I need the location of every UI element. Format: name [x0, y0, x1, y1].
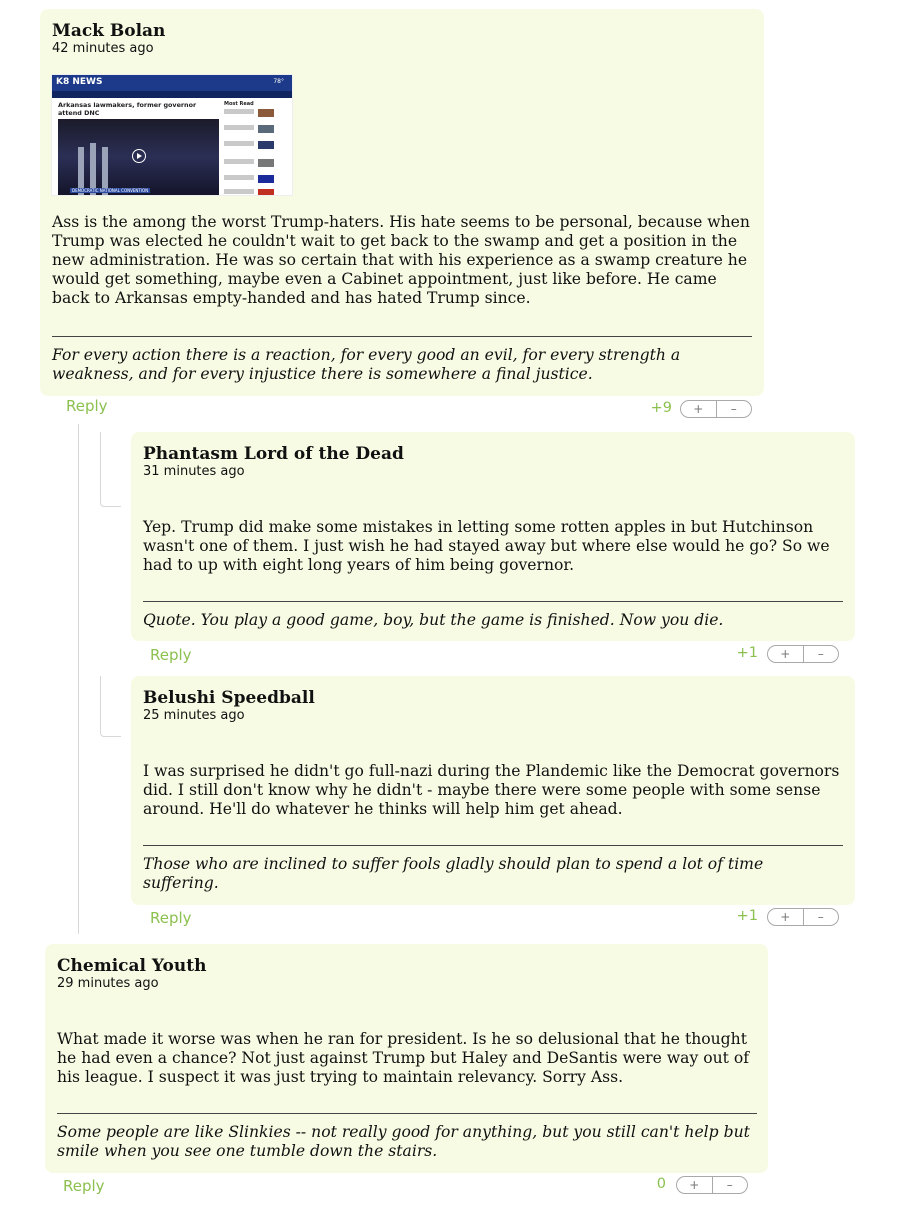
- comment-timestamp[interactable]: 29 minutes ago: [57, 976, 159, 991]
- comment-card: [131, 432, 855, 641]
- downvote-button[interactable]: –: [803, 909, 839, 925]
- news-video: [58, 119, 219, 195]
- comment-card: [45, 944, 768, 1173]
- reply-link[interactable]: Reply: [150, 646, 192, 664]
- comment-body: What made it worse was when he ran for president. Is he so delusional that he thought he had even a chance? Not just against Trump but Haley and DeSantis were way out of his league. I suspect it was just trying to maintain relevancy. Sorry Ass.: [57, 1030, 750, 1086]
- weather-temp: 78°: [273, 78, 284, 85]
- reply-link[interactable]: Reply: [63, 1177, 105, 1195]
- upvote-button[interactable]: +: [689, 1178, 700, 1192]
- comment-author[interactable]: Chemical Youth: [57, 956, 207, 976]
- news-logo: K8 NEWS: [56, 77, 103, 87]
- comment-timestamp[interactable]: 42 minutes ago: [52, 41, 154, 56]
- upvote-button[interactable]: +: [693, 402, 704, 416]
- comment-body: Ass is the among the worst Trump-haters. His hate seems to be personal, because when Trump was elected he couldn't wait to get back to the swamp and get a position in the new administration. He was so certain that with his experience as a swamp creature he would get something, maybe even a Cabinet appointment, just like before. He came back to Arkansas empty-handed and has hated Trump since.: [52, 213, 750, 307]
- thread-elbow: [100, 676, 121, 737]
- comment-author[interactable]: Mack Bolan: [52, 21, 166, 41]
- vote-buttons: [767, 645, 839, 663]
- reply-link[interactable]: Reply: [66, 397, 108, 415]
- comment-author[interactable]: Belushi Speedball: [143, 688, 315, 708]
- downvote-button[interactable]: –: [716, 401, 752, 417]
- comment-body: Yep. Trump did make some mistakes in letting some rotten apples in but Hutchinson wasn't one of them. I just wish he had stayed away but where else would he go? So we had to up with eight long years of him being governor.: [143, 518, 830, 574]
- comment-score: +9: [650, 400, 672, 416]
- comment-timestamp[interactable]: 25 minutes ago: [143, 708, 245, 723]
- vote-buttons: [676, 1176, 748, 1194]
- comment-author[interactable]: Phantasm Lord of the Dead: [143, 444, 404, 464]
- comment-score: +1: [736, 908, 758, 924]
- play-icon: [132, 149, 146, 163]
- upvote-button[interactable]: +: [780, 647, 791, 661]
- comment-timestamp[interactable]: 31 minutes ago: [143, 464, 245, 479]
- vote-buttons: [767, 908, 839, 926]
- downvote-button[interactable]: –: [803, 646, 839, 662]
- news-caption: DEMOCRATIC NATIONAL CONVENTION: [72, 188, 149, 193]
- downvote-button[interactable]: –: [712, 1177, 748, 1193]
- upvote-button[interactable]: +: [780, 910, 791, 924]
- news-nav: [52, 91, 292, 98]
- news-most-read: Most Read: [224, 101, 254, 107]
- news-header: [52, 75, 292, 91]
- comment-score: +1: [736, 645, 758, 661]
- thread-elbow: [100, 432, 121, 507]
- comment-signature: Quote. You play a good game, boy, but the game is finished. Now you die.: [143, 611, 724, 629]
- comment-score: 0: [656, 1176, 666, 1192]
- thread-line: [78, 424, 79, 934]
- comment-body: I was surprised he didn't go full-nazi during the Plandemic like the Democrat governors did. I still don't know why he didn't - maybe there were some people with some sense around. He'll do whatever he thinks will help him get ahead.: [143, 762, 840, 818]
- comment-signature: For every action there is a reaction, for every good an evil, for every strength a weakness, and for every injustice there is somewhere a final justice.: [52, 346, 681, 383]
- comment-signature: Some people are like Slinkies -- not really good for anything, but you still can't help but smile when you see one tumble down the stairs.: [57, 1123, 750, 1160]
- comment-card: [131, 676, 855, 905]
- comment-signature: Those who are inclined to suffer fools gladly should plan to spend a lot of time suffering.: [143, 855, 764, 892]
- news-headline: Arkansas lawmakers, former governor attend DNC: [58, 101, 197, 117]
- news-screenshot-image[interactable]: [52, 75, 292, 195]
- reply-link[interactable]: Reply: [150, 909, 192, 927]
- comment-card: [40, 9, 764, 396]
- vote-buttons: [680, 400, 752, 418]
